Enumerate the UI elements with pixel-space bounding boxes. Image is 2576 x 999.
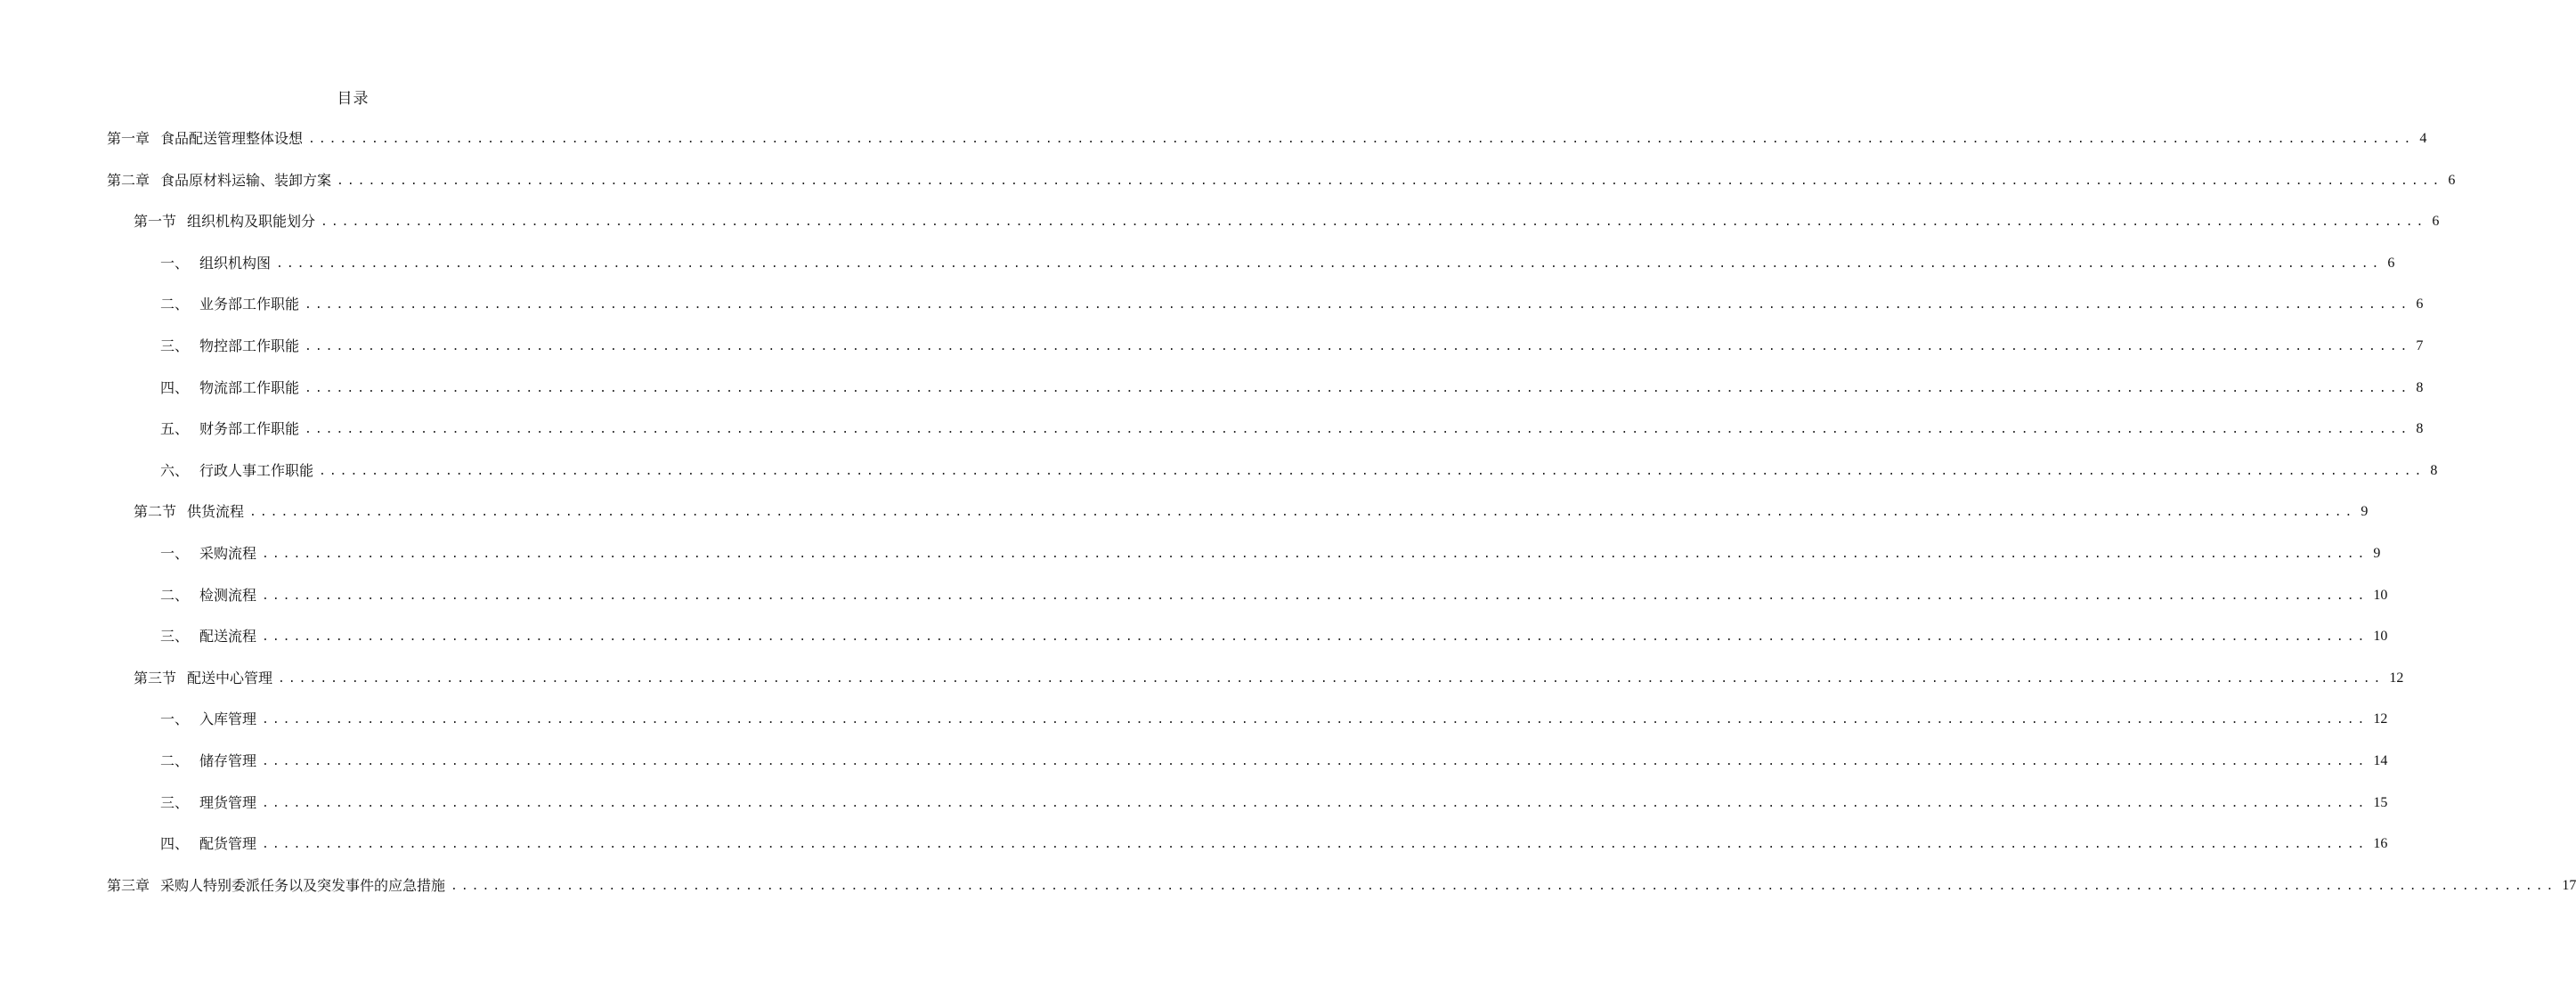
toc-entry[interactable] [160,294,2424,315]
toc-entry[interactable] [134,501,2369,523]
toc-entry[interactable] [160,626,2388,647]
toc-entry-text: 物控部工作职能 [199,337,300,354]
toc-leader-dots: ........................................................................................................................................................................................................ [308,133,2415,146]
toc-entry-text: 组织机构图 [199,254,272,272]
toc-entry-number: 第二章 [107,171,150,189]
toc-entry[interactable] [160,460,2438,482]
toc-leader-dots: ........................................................................................................................................................................................................ [262,630,2369,645]
toc-leader-dots: ........................................................................................................................................................................................................ [262,713,2369,727]
toc-leader-dots: ........................................................................................................................................................................................................ [305,381,2411,395]
toc-page-number: 15 [2373,794,2388,810]
toc-leader-dots: ........................................................................................................................................................................................................ [262,589,2369,603]
toc-leader-dots: ........................................................................................................................................................................................................ [321,215,2427,230]
toc-entry-number: 第三节 [134,669,177,686]
toc-entry-text: 供货流程 [187,503,245,521]
toc-entry-text: 行政人事工作职能 [199,461,314,479]
toc-entry-text: 配货管理 [199,835,257,853]
toc-entry-number: 三、 [160,793,190,811]
toc-entry[interactable] [107,875,2576,897]
toc-leader-dots: ........................................................................................................................................................................................................ [451,879,2557,893]
toc-entry-number: 三、 [160,628,190,646]
toc-page-number: 12 [2373,711,2388,727]
toc-leader-dots: ........................................................................................................................................................................................................ [262,838,2369,852]
toc-entry-number: 第三章 [107,876,150,894]
toc-leader-dots: ........................................................................................................................................................................................................ [249,506,2356,520]
toc-leader-dots: ........................................................................................................................................................................................................ [305,423,2411,437]
toc-entry-number: 五、 [160,420,190,438]
toc-page-number: 8 [2416,379,2424,395]
toc-entry[interactable] [160,585,2388,606]
toc-page-number: 12 [2389,670,2404,686]
toc-entry-text: 采购人特别委派任务以及突发事件的应急措施 [160,876,446,894]
toc-entry[interactable] [160,378,2424,399]
toc-entry-text: 组织机构及职能划分 [187,213,316,231]
toc-page-number: 7 [2416,338,2424,353]
toc-leader-dots: ........................................................................................................................................................................................................ [262,755,2369,768]
toc-leader-dots: ........................................................................................................................................................................................................ [276,256,2383,271]
toc-page-number: 4 [2419,131,2427,146]
toc-page-number: 6 [2432,214,2440,230]
toc-entry[interactable] [160,253,2395,274]
toc-leader-dots: ........................................................................................................................................................................................................ [319,464,2426,478]
toc-page-number: 9 [2361,504,2369,520]
toc-entry-text: 业务部工作职能 [199,296,300,313]
toc-leader-dots: ........................................................................................................................................................................................................ [337,174,2443,188]
toc-entry-number: 四、 [160,378,190,396]
toc-entry-text: 配送中心管理 [187,669,273,686]
toc-page-number: 16 [2373,836,2388,852]
toc-entry[interactable] [134,668,2404,689]
toc-entry-number: 一、 [160,711,190,728]
toc-title: 目录 [337,90,370,108]
toc-entry-number: 六、 [160,461,190,479]
toc-page-number: 9 [2373,546,2381,561]
toc-leader-dots: ........................................................................................................................................................................................................ [262,548,2369,561]
toc-entry-text: 物流部工作职能 [199,378,300,396]
toc-entry[interactable] [160,543,2381,564]
toc-entry-number: 二、 [160,586,190,604]
toc-entry-text: 检测流程 [199,586,257,604]
toc-page-number: 6 [2448,172,2456,188]
toc-page-number: 14 [2373,753,2388,768]
toc-entry-text: 采购流程 [199,545,257,562]
toc-entry-number: 第一节 [134,213,177,231]
toc-entry-number: 二、 [160,296,190,313]
toc-entry[interactable] [160,709,2388,730]
toc-page-number: 10 [2373,629,2388,645]
toc-entry-text: 储存管理 [199,752,257,769]
toc-entry-text: 入库管理 [199,711,257,728]
toc-entry-number: 一、 [160,545,190,562]
toc-leader-dots: ........................................................................................................................................................................................................ [262,796,2369,810]
toc-entry-text: 财务部工作职能 [199,420,300,438]
toc-entry[interactable] [107,170,2456,191]
toc-page-number: 6 [2387,255,2395,271]
toc-entry-text: 理货管理 [199,793,257,811]
toc-entry[interactable] [107,128,2427,150]
toc-page-number: 6 [2416,296,2424,313]
toc-entry-number: 四、 [160,835,190,853]
toc-entry-text: 配送流程 [199,628,257,646]
toc-leader-dots: ........................................................................................................................................................................................................ [278,671,2385,686]
toc-page-number: 10 [2373,587,2388,603]
toc-page-number: 8 [2416,421,2424,437]
toc-entry[interactable] [160,751,2388,772]
toc-entry[interactable] [160,418,2424,440]
toc-entry-number: 二、 [160,752,190,769]
toc-entry[interactable] [134,211,2440,232]
toc-entry[interactable] [160,336,2424,357]
toc-entry-number: 一、 [160,254,190,272]
toc-entry[interactable] [160,833,2388,855]
toc-entry-text: 食品原材料运输、装卸方案 [160,171,332,189]
toc-page-number: 8 [2430,462,2438,478]
toc-entry[interactable] [160,792,2388,814]
toc-leader-dots: ........................................................................................................................................................................................................ [305,298,2411,313]
toc-entry-text: 食品配送管理整体设想 [160,130,304,147]
toc-leader-dots: ........................................................................................................................................................................................................ [305,340,2411,353]
toc-entry-number: 第二节 [134,503,177,521]
toc-page-number: 17 [2562,877,2576,893]
toc-entry-number: 三、 [160,337,190,354]
toc-entry-number: 第一章 [107,130,150,147]
